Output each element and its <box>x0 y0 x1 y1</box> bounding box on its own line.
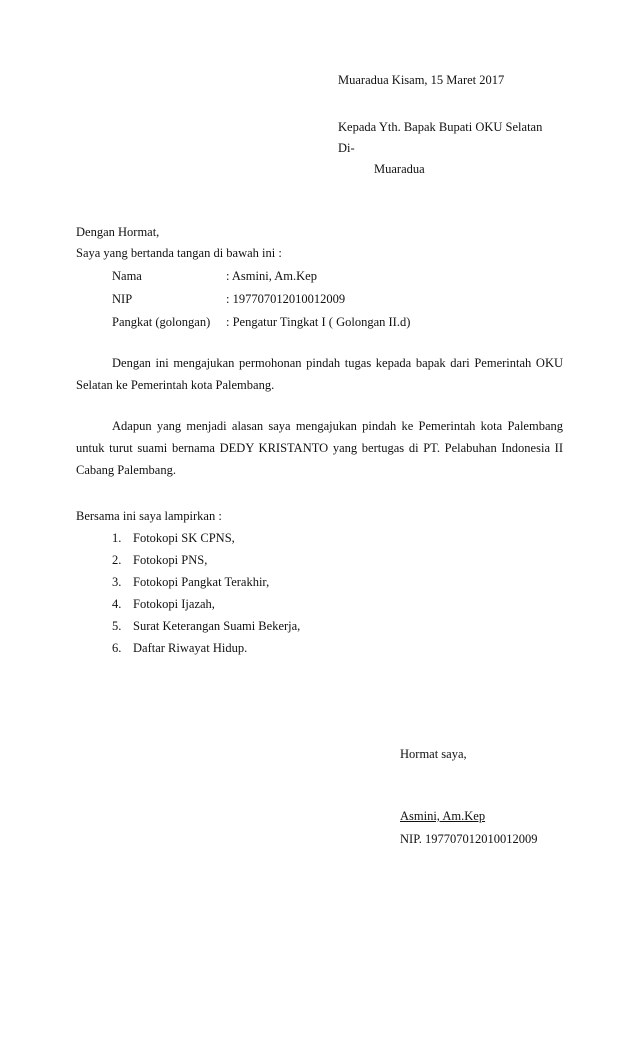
attachment-number: 6. <box>112 641 122 655</box>
paragraph-1-line-1: Dengan ini mengajukan permohonan pindah tugas kepada bapak dari Pemerintah OKU <box>112 356 563 370</box>
attachment-number: 5. <box>112 619 122 633</box>
recipient-line-3: Muaradua <box>374 162 425 176</box>
attachment-number: 2. <box>112 553 122 567</box>
paragraph-2-line-2: untuk turut suami bernama DEDY KRISTANTO yang bertugas di PT. Pelabuhan Indonesia II <box>76 441 563 455</box>
identity-label-nip: NIP <box>112 292 133 306</box>
signatory-nip: NIP. 197707012010012009 <box>400 832 538 846</box>
intro-text: Saya yang bertanda tangan di bawah ini : <box>76 246 282 260</box>
attachment-item: Fotokopi PNS, <box>133 553 208 567</box>
attachment-item: Fotokopi SK CPNS, <box>133 531 235 545</box>
closing-regards: Hormat saya, <box>400 747 467 761</box>
paragraph-1-line-2: Selatan ke Pemerintah kota Palembang. <box>76 378 275 392</box>
identity-value-nip: : 197707012010012009 <box>226 292 346 306</box>
recipient-line-1: Kepada Yth. Bapak Bupati OKU Selatan <box>338 120 543 134</box>
paragraph-2-line-1: Adapun yang menjadi alasan saya mengajukan pindah ke Pemerintah kota Palembang <box>112 419 563 433</box>
identity-label-name: Nama <box>112 269 142 283</box>
attachment-number: 1. <box>112 531 122 545</box>
identity-value-rank: : Pengatur Tingkat I ( Golongan II.d) <box>226 315 411 329</box>
attachment-item: Daftar Riwayat Hidup. <box>133 641 248 655</box>
attachment-item: Surat Keterangan Suami Bekerja, <box>133 619 301 633</box>
recipient-line-2: Di- <box>338 141 355 155</box>
attachment-number: 3. <box>112 575 122 589</box>
identity-value-name: : Asmini, Am.Kep <box>226 269 317 283</box>
paragraph-2-line-3: Cabang Palembang. <box>76 463 176 477</box>
attachment-item: Fotokopi Ijazah, <box>133 597 215 611</box>
signatory-name: Asmini, Am.Kep <box>400 809 486 823</box>
attachments-intro: Bersama ini saya lampirkan : <box>76 509 222 523</box>
attachment-item: Fotokopi Pangkat Terakhir, <box>133 575 270 589</box>
salutation: Dengan Hormat, <box>76 225 160 239</box>
identity-label-rank: Pangkat (golongan) <box>112 315 211 329</box>
place-date: Muaradua Kisam, 15 Maret 2017 <box>338 73 505 87</box>
attachment-number: 4. <box>112 597 122 611</box>
